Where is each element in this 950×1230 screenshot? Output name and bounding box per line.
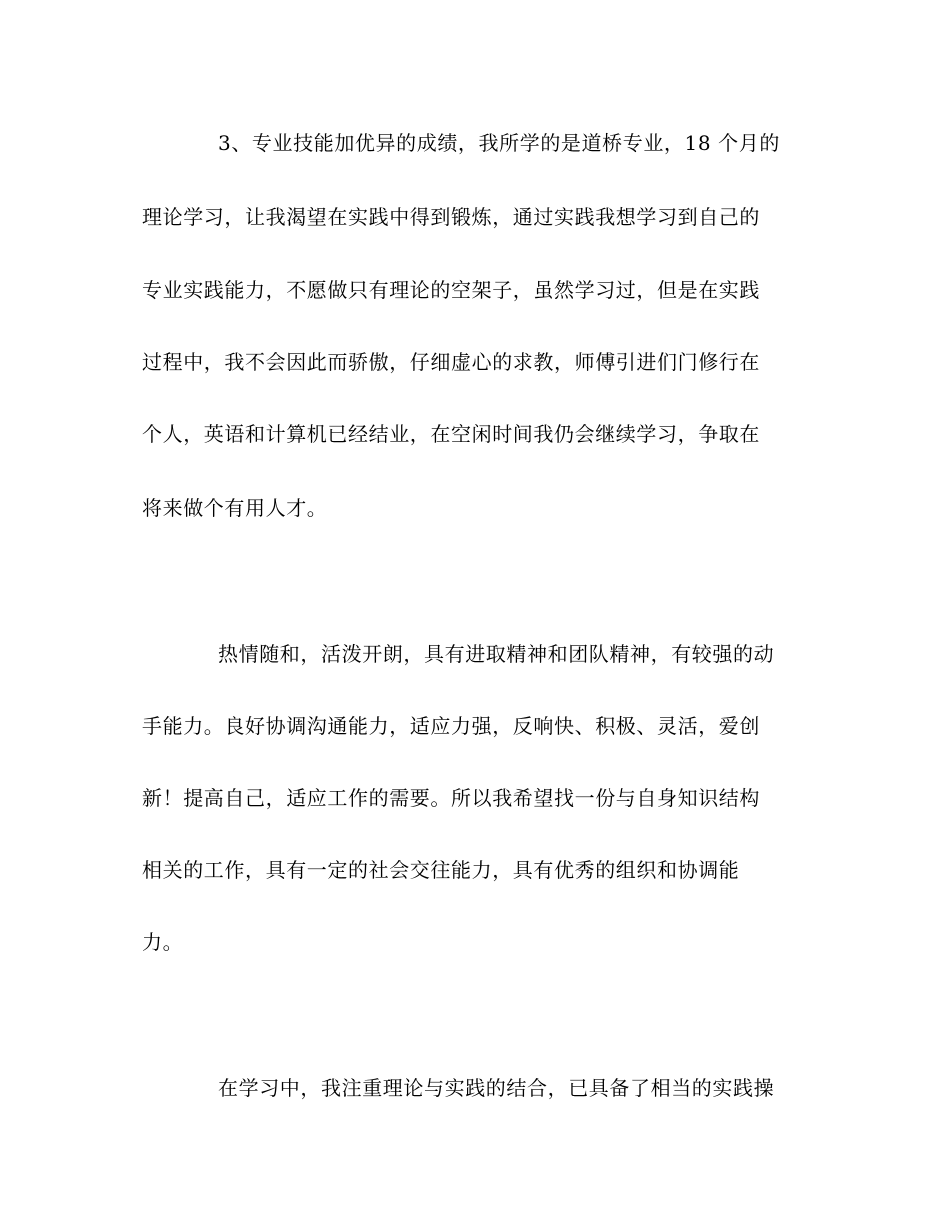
paragraph-line: 专业实践能力，不愿做只有理论的空架子，虽然学习过，但是在实践 [142, 278, 760, 302]
paragraph-line: 相关的工作，具有一定的社会交往能力，具有优秀的组织和协调能 [142, 858, 740, 882]
paragraph-line: 新！提高自己，适应工作的需要。所以我希望找一份与自身知识结构 [142, 786, 760, 810]
paragraph-line: 将来做个有用人才。 [142, 496, 328, 520]
paragraph-line: 手能力。良好协调沟通能力，适应力强，反响快、积极、灵活，爱创 [142, 714, 760, 738]
paragraph-line: 过程中，我不会因此而骄傲，仔细虚心的求教，师傅引进们门修行在 [142, 350, 760, 374]
paragraph-line: 在学习中，我注重理论与实践的结合，已具备了相当的实践操 [218, 1076, 775, 1100]
paragraph-line: 个人，英语和计算机已经结业，在空闲时间我仍会继续学习，争取在 [142, 422, 760, 446]
paragraph-line: 力。 [142, 930, 184, 954]
paragraph-line: 热情随和，活泼开朗，具有进取精神和团队精神，有较强的动 [218, 642, 775, 666]
paragraph-line: 3、专业技能加优异的成绩，我所学的是道桥专业，18 个月的 [218, 131, 780, 155]
paragraph-line: 理论学习，让我渴望在实践中得到锻炼，通过实践我想学习到自己的 [142, 205, 760, 229]
